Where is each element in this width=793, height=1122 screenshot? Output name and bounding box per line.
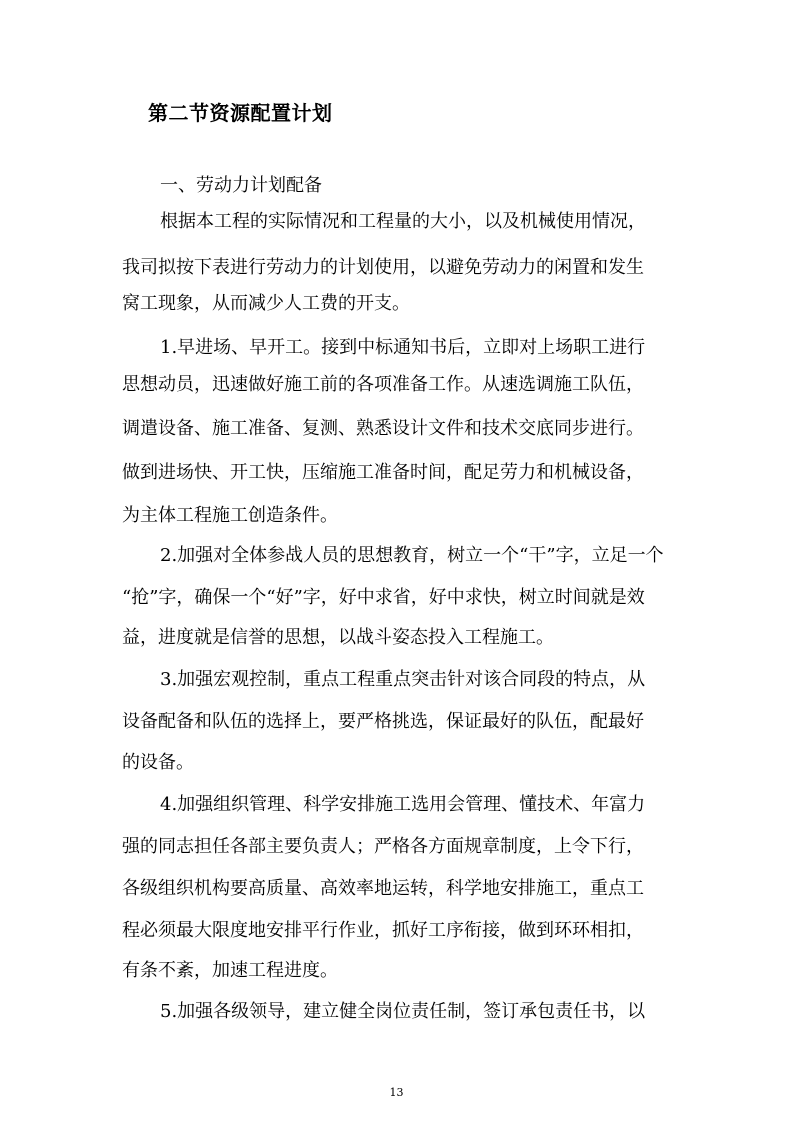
paragraph-line: 3.加强宏观控制，重点工程重点突击针对该合同段的特点，从 (160, 669, 646, 690)
paragraph-line: 做到进场快、开工快，压缩施工准备时间，配足劳力和机械设备， (122, 462, 644, 483)
paragraph-line: 调遣设备、施工准备、复测、熟悉设计文件和技术交底同步进行。 (122, 418, 644, 439)
paragraph-line: 益，进度就是信誉的思想，以战斗姿态投入工程施工。 (122, 627, 554, 648)
paragraph-line: 1.早进场、早开工。接到中标通知书后，立即对上场职工进行 (160, 337, 646, 358)
paragraph-line: “抢”字，确保一个“好”字，好中求省，好中求快，树立时间就是效 (122, 587, 645, 608)
paragraph-line: 5.加强各级领导，建立健全岗位责任制，签订承包责任书，以 (160, 1001, 646, 1022)
section-title: 第二节资源配置计划 (148, 101, 333, 125)
paragraph-line: 4.加强组织管理、科学安排施工选用会管理、懂技术、年富力 (160, 794, 646, 815)
paragraph-line: 有条不紊，加速工程进度。 (122, 960, 338, 981)
paragraph-line: 的设备。 (122, 752, 194, 773)
subsection-heading: 一、劳动力计划配备 (160, 175, 322, 196)
paragraph-line: 强的同志担任各部主要负责人；严格各方面规章制度，上令下行， (122, 836, 644, 857)
page-number: 13 (389, 1086, 404, 1099)
paragraph-line: 根据本工程的实际情况和工程量的大小，以及机械使用情况， (160, 211, 646, 232)
paragraph-line: 各级组织机构要高质量、高效率地运转，科学地安排施工，重点工 (122, 878, 644, 899)
paragraph-line: 设备配备和队伍的选择上，要严格挑选，保证最好的队伍，配最好 (122, 711, 644, 732)
paragraph-line: 2.加强对全体参战人员的思想教育，树立一个“干”字，立足一个 (160, 545, 664, 566)
paragraph-line: 思想动员，迅速做好施工前的各项准备工作。从速选调施工队伍， (122, 374, 644, 395)
paragraph-line: 窝工现象，从而减少人工费的开支。 (122, 293, 410, 314)
paragraph-line: 为主体工程施工创造条件。 (122, 505, 338, 526)
paragraph-line: 我司拟按下表进行劳动力的计划使用，以避免劳动力的闲置和发生 (122, 257, 644, 278)
paragraph-line: 程必须最大限度地安排平行作业，抓好工序衔接，做到环环相扣， (122, 920, 644, 941)
